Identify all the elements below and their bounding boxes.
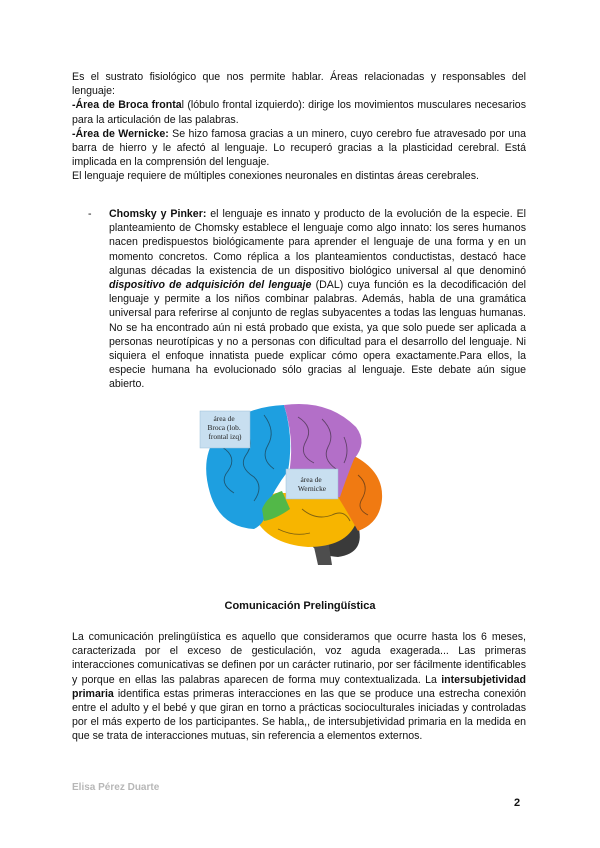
neural-connections-sentence: El lenguaje requiere de múltiples conexiones neuronales en distintas áreas cerebrales.	[72, 170, 479, 183]
wernicke-label: área de Wernicke	[297, 475, 327, 493]
bullet-text-part1: el lenguaje es innato y producto de la evolución de la especie. El planteamiento de Chomsky establece el lenguaje como algo innato: los seres humanos nacen predispuestos biológicamente para aprender el lenguaje de una forma y en un momento concretos. Como réplica a los planteamientos conductistas, destacó hace algunas décadas la existencia de un dispositivo biológico universal al que denominó	[109, 208, 526, 277]
prelinguistic-paragraph	[72, 630, 526, 744]
broca-description: l (lóbulo frontal izquierdo): dirige los movimientos musculares necesarios para la articulación de las palabras.	[72, 99, 526, 126]
footer-author: Elisa Pérez Duarte	[72, 782, 160, 793]
bullet-text	[109, 207, 526, 392]
brain-diagram	[198, 397, 388, 569]
wernicke-heading: -Área de Wernicke:	[72, 127, 169, 140]
dal-term: dispositivo de adquisición del lenguaje	[109, 279, 312, 292]
broca-entry	[72, 98, 526, 126]
wernicke-entry	[72, 127, 526, 170]
wernicke-description: Se hizo famosa gracias a un minero, cuyo cerebro fue atravesado por una barra de hierro y le afectó al lenguaje. Lo recuperó gracias a la plasticidad cerebral. Está implicada en la comprensión del lenguaje.	[72, 127, 526, 169]
bullet-dash: -	[88, 208, 92, 220]
section-title: Comunicación Prelingüística	[224, 600, 376, 612]
page-number: 2	[514, 797, 521, 809]
paragraph-text-end: identifica estas primeras interacciones en las que se produce una estrecha conexión entre el adulto y el bebé y que giran en torno a prácticas socioculturales iniciadas y controladas por el más experto de los participantes. Se habla,, de intersubjetividad primaria en la medida en que se trata de interacciones mutuas, sin referencia a elementos externos.	[72, 687, 526, 743]
intro-block	[72, 70, 526, 184]
bullet-text-part2: (DAL) cuya función es la decodificación del lenguaje y permite a los niños combinar palabras. Además, habla de una gramática universal para referirse al conjunto de reglas subyacentes a todas las lenguas humanas. No se ha encontrado aún ni está probado que exista, ya que solo puede ser aplicada a personas neurotípicas y no a personas con dificultad para el desarrollo del lenguaje. Ni siquiera el enfoque innatista puede explicar cómo opera exactamente.Para ellos, la especie humana ha evolucionado sólo gracias al lenguaje. Este debate aún sigue abierto.	[109, 279, 526, 391]
broca-label: área de Broca (lob. frontal izq)	[207, 414, 242, 441]
bullet-title: Chomsky y Pinker:	[109, 208, 207, 220]
intro-sentence: Es el sustrato fisiológico que nos permite hablar. Áreas relacionadas y responsables del lenguaje:	[72, 71, 526, 98]
intersubjectivity-term: intersubjetividad primaria	[72, 673, 526, 700]
paragraph-text-start: La comunicación prelingüística es aquello que consideramos que ocurre hasta los 6 meses, caracterizada por el exceso de gesticulación, voz aguda exagerada... Las primeras interacciones comunicativas se definen por un carácter rutinario, por ser fácilmente identificables y porque en ellas las palabras aparecen de forma muy contextualizada. La	[72, 631, 526, 686]
broca-heading: -Área de Broca fronta	[72, 99, 182, 112]
